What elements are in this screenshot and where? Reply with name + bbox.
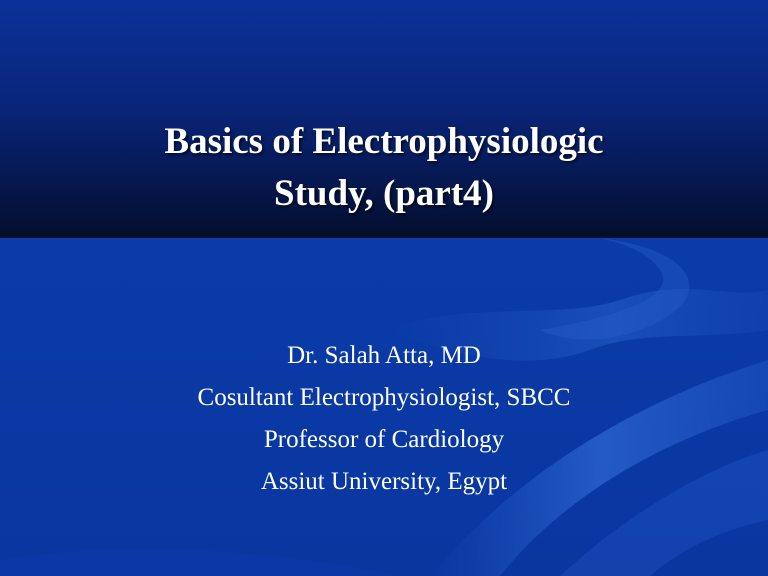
slide-subtitle bbox=[0, 335, 768, 503]
presenter-role: Cosultant Electrophysiologist, SBCC bbox=[197, 384, 571, 411]
presenter-affiliation: Assiut University, Egypt bbox=[260, 468, 508, 495]
presenter-name: Dr. Salah Atta, MD bbox=[287, 342, 481, 369]
title-line-1: Basics of Electrophysiologic bbox=[164, 121, 604, 162]
title-line-2: Study, (part4) bbox=[274, 173, 494, 214]
slide-title bbox=[0, 116, 768, 220]
presenter-title: Professor of Cardiology bbox=[263, 426, 505, 453]
